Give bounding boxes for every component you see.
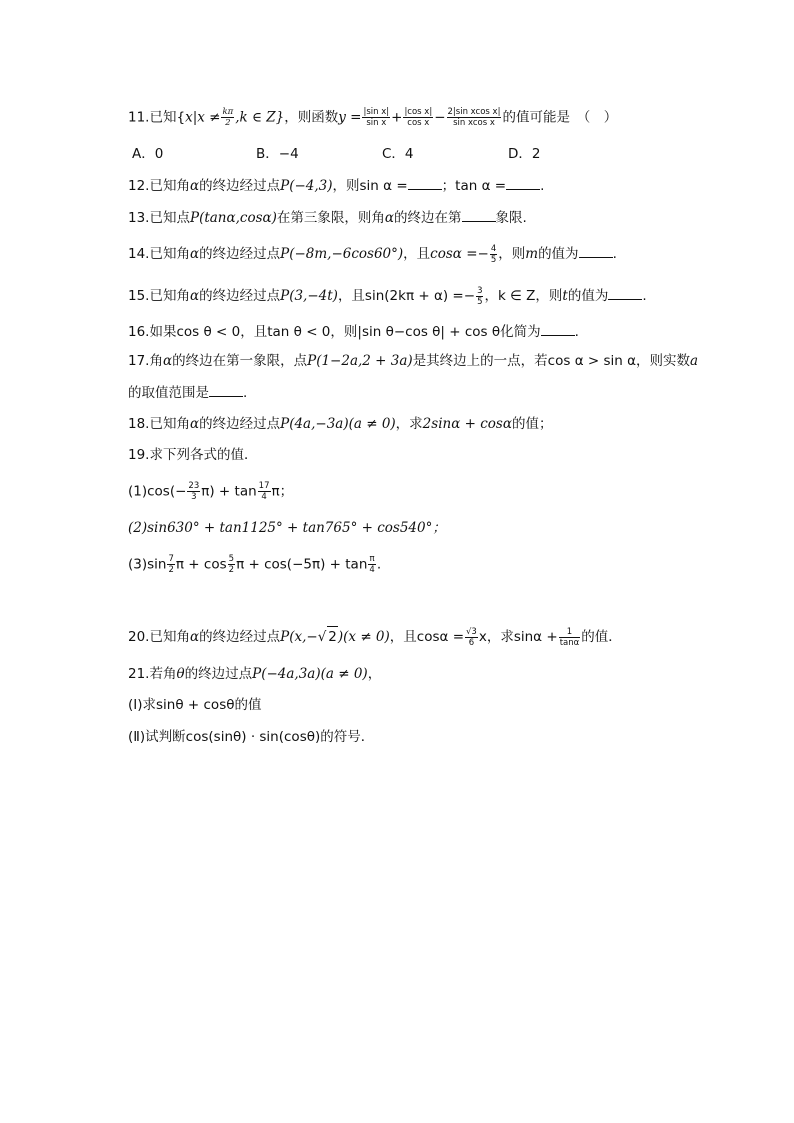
q13-text: 已知点: [149, 210, 190, 226]
question-number: 21.: [128, 666, 150, 682]
q11-text: 已知{: [149, 109, 186, 126]
q11-frac-sincos: [447, 107, 502, 128]
q12-alpha: α: [189, 178, 200, 194]
question-13: [128, 207, 527, 228]
denominator: 2: [225, 118, 231, 128]
q15-t: t: [562, 288, 568, 304]
q21-2: (Ⅱ)试判断cos(sinθ) · sin(cosθ)的符号．: [128, 729, 375, 745]
question-number: 20.: [128, 629, 150, 645]
q13-text2: 在第三象限，则角: [276, 210, 385, 226]
q20-frac2: [559, 627, 581, 648]
question-number: 15.: [128, 288, 150, 304]
denominator: tanα: [559, 637, 580, 648]
answer-blank[interactable]: [209, 382, 243, 397]
answer-blank[interactable]: [541, 321, 575, 336]
q17-end: .: [243, 385, 248, 401]
numerator: kπ: [222, 107, 234, 117]
q11-frac-cos: [403, 107, 433, 128]
answer-blank[interactable]: [462, 207, 496, 222]
numerator: 23: [188, 481, 200, 491]
q19-3-frac2: [228, 554, 235, 575]
q11-frac-kpi: [221, 107, 234, 128]
q17-text2: 的终边在第一象限，点: [172, 353, 308, 369]
question-17: [128, 351, 698, 371]
q11-options: [128, 144, 628, 164]
q20-end: 的值．: [581, 629, 622, 645]
q17-text: 角: [149, 353, 163, 369]
q17-text3: 是其终边上的一点，若cos α > sin α，则实数: [412, 353, 691, 369]
q13-text3: 的终边在第: [394, 210, 462, 226]
question-number: 12.: [128, 178, 150, 194]
question-19-part1: [128, 481, 293, 502]
q19-1-b: π) + tan: [201, 483, 257, 500]
question-16: [128, 321, 579, 342]
q14-text3: ，且: [403, 246, 431, 262]
numerator: 1: [559, 627, 581, 638]
numerator: 17: [258, 481, 270, 491]
q19-3-frac1: [167, 554, 174, 575]
q14-text2: 的终边经过点: [199, 246, 281, 262]
q17-point: P(1−2a,2 + 3a): [307, 353, 413, 369]
q15-sin: ，且sin(2kπ + α) =−: [337, 288, 476, 304]
denominator: 4: [261, 492, 267, 502]
q15-text4: 的值为: [567, 288, 609, 304]
q15-text2: 的终边经过点: [199, 288, 281, 304]
q13-alpha: α: [384, 210, 395, 226]
question-number: 13.: [128, 210, 150, 226]
q12-text2: 的终边经过点: [199, 178, 281, 194]
answer-blank[interactable]: [608, 285, 642, 300]
q12-text: 已知角: [149, 178, 190, 194]
question-18: [128, 414, 552, 434]
q11-plus: +: [391, 109, 403, 126]
q18-text3: ，求: [395, 416, 423, 432]
q12-sin: ，则sin α =: [332, 178, 408, 194]
q19-1-c: π；: [271, 483, 294, 500]
question-20: [128, 626, 622, 648]
question-number: 19.: [128, 447, 150, 463]
q14-text4: ，则: [498, 246, 526, 262]
q20-point-end: )(x ≠ 0): [337, 629, 390, 645]
q19-3-d: .: [376, 556, 382, 573]
q11-set: x|x ≠: [185, 109, 221, 126]
q14-m: m: [525, 246, 539, 262]
q14-text5: 的值为: [538, 246, 579, 262]
question-14: [128, 243, 617, 265]
q20-text2: 的终边经过点: [199, 629, 281, 645]
q19-2: (2)sin630° + tan1125° + tan765° + cos540°；: [128, 520, 446, 536]
q15-text3: ，k ∈ Z，则: [484, 288, 563, 304]
q15-end: .: [642, 288, 647, 304]
q21-point: P(−4a,3a)(a ≠ 0): [252, 666, 368, 682]
numerator: |cos x|: [404, 107, 433, 117]
question-number: 16.: [128, 324, 150, 340]
q19-1-a: (1)cos(−: [128, 483, 187, 500]
q20-text: 已知角: [149, 629, 190, 645]
q18-alpha: α: [189, 416, 200, 432]
q20-frac1: [465, 627, 478, 648]
question-number: 17.: [128, 353, 150, 369]
question-19-part2: [128, 518, 446, 538]
q19-1-frac1: [187, 481, 200, 502]
denominator: 6: [468, 637, 475, 648]
q16-text: 如果cos θ < 0，且tan θ < 0，则|sin θ−cos θ| + cos θ化简为: [149, 324, 541, 340]
q15-text: 已知角: [149, 288, 190, 304]
numerator: 7: [168, 554, 174, 564]
q21-theta: θ: [176, 666, 185, 682]
denominator: sin x: [366, 118, 387, 128]
q12-tan: ；tan α =: [441, 178, 507, 194]
answer-blank-2[interactable]: [506, 175, 540, 190]
question-21: [128, 664, 381, 684]
q17-alpha: α: [162, 353, 173, 369]
sqrt-icon: √: [317, 629, 327, 645]
q20-alpha: α: [189, 629, 200, 645]
question-19-part3: [128, 554, 381, 575]
denominator: 2: [168, 565, 174, 575]
question-number: 11.: [128, 109, 150, 126]
q15-frac: [476, 286, 483, 307]
numerator: √3: [466, 626, 477, 637]
q17-a: a: [690, 353, 699, 369]
question-17-line2: [128, 382, 247, 403]
q11-y: y =: [338, 109, 362, 126]
question-15: [128, 285, 647, 307]
q11-set-end: ,k ∈ Z}: [235, 109, 285, 126]
q12-point: P(−4,3): [280, 178, 333, 194]
q11-frac-sin: [362, 107, 390, 128]
q19-3-b: π + cos: [175, 556, 227, 573]
q16-end: .: [574, 324, 579, 340]
answer-blank-1[interactable]: [408, 175, 442, 190]
question-21-part1: [128, 695, 261, 715]
denominator: 4: [369, 565, 375, 575]
numerator: 3: [477, 285, 483, 296]
numerator: |sin x|: [363, 107, 390, 117]
q14-end: .: [612, 246, 617, 262]
q20-radicand: 2: [327, 626, 338, 647]
numerator: 4: [490, 243, 497, 254]
q19-3-c: π + cos(−5π) + tan: [236, 556, 368, 573]
q21-1: (Ⅰ)求sinθ + cosθ的值: [128, 697, 262, 713]
answer-blank[interactable]: [579, 243, 613, 258]
q20-text3: x，求sinα +: [478, 629, 558, 645]
q12-end: .: [540, 178, 545, 194]
q21-text2: 的终边过点: [184, 666, 253, 682]
question-number: 18.: [128, 416, 150, 432]
q19-text: 求下列各式的值．: [149, 447, 258, 463]
denominator: sin xcos x: [453, 118, 495, 128]
q14-frac: [490, 244, 497, 265]
q18-end: 的值；: [511, 416, 553, 432]
q11-text2: ，则函数: [284, 109, 339, 126]
numerator: 5: [228, 554, 235, 564]
option-d[interactable]: D．2: [508, 146, 541, 162]
q14-text: 已知角: [149, 246, 190, 262]
q15-alpha: α: [189, 288, 200, 304]
question-21-part2: [128, 727, 374, 747]
q14-alpha: α: [189, 246, 200, 262]
q18-text: 已知角: [149, 416, 190, 432]
denominator: cos x: [407, 118, 430, 128]
denominator: 5: [477, 296, 483, 307]
q13-point: P(tanα,cosα): [189, 210, 277, 226]
question-11: [128, 107, 617, 128]
q11-minus: −: [434, 109, 446, 126]
q17-text4: 的取值范围是: [128, 385, 209, 401]
q21-comma: ，: [367, 666, 382, 682]
q20-point: P(x,−: [280, 629, 318, 645]
q19-3-a: (3)sin: [128, 556, 167, 573]
q19-1-frac2: [258, 481, 271, 502]
denominator: 5: [490, 254, 497, 265]
q18-text2: 的终边经过点: [199, 416, 281, 432]
question-19: [128, 445, 257, 465]
denominator: 2: [228, 565, 235, 575]
numerator: π: [369, 554, 375, 564]
option-b[interactable]: B．−4: [256, 146, 299, 162]
q20-cos: ，且cosα =: [389, 629, 465, 645]
option-c[interactable]: C．4: [382, 146, 414, 162]
q11-text3: 的值可能是 （ ）: [502, 109, 618, 126]
q18-expr: 2sinα + cosα: [422, 416, 512, 432]
q14-point: P(−8m,−6cos60°): [280, 246, 404, 262]
q15-point: P(3,−4t): [280, 288, 338, 304]
q18-point: P(4a,−3a)(a ≠ 0): [280, 416, 396, 432]
q13-text4: 象限.: [495, 210, 527, 226]
question-12: [128, 175, 544, 196]
option-a[interactable]: A．0: [132, 146, 164, 162]
q19-3-frac3: [368, 554, 375, 575]
q21-text: 若角: [149, 666, 177, 682]
denominator: 3: [191, 492, 197, 502]
numerator: 2|sin xcos x|: [447, 107, 501, 117]
question-number: 14.: [128, 246, 150, 262]
q14-cos: cosα =−: [430, 246, 489, 262]
